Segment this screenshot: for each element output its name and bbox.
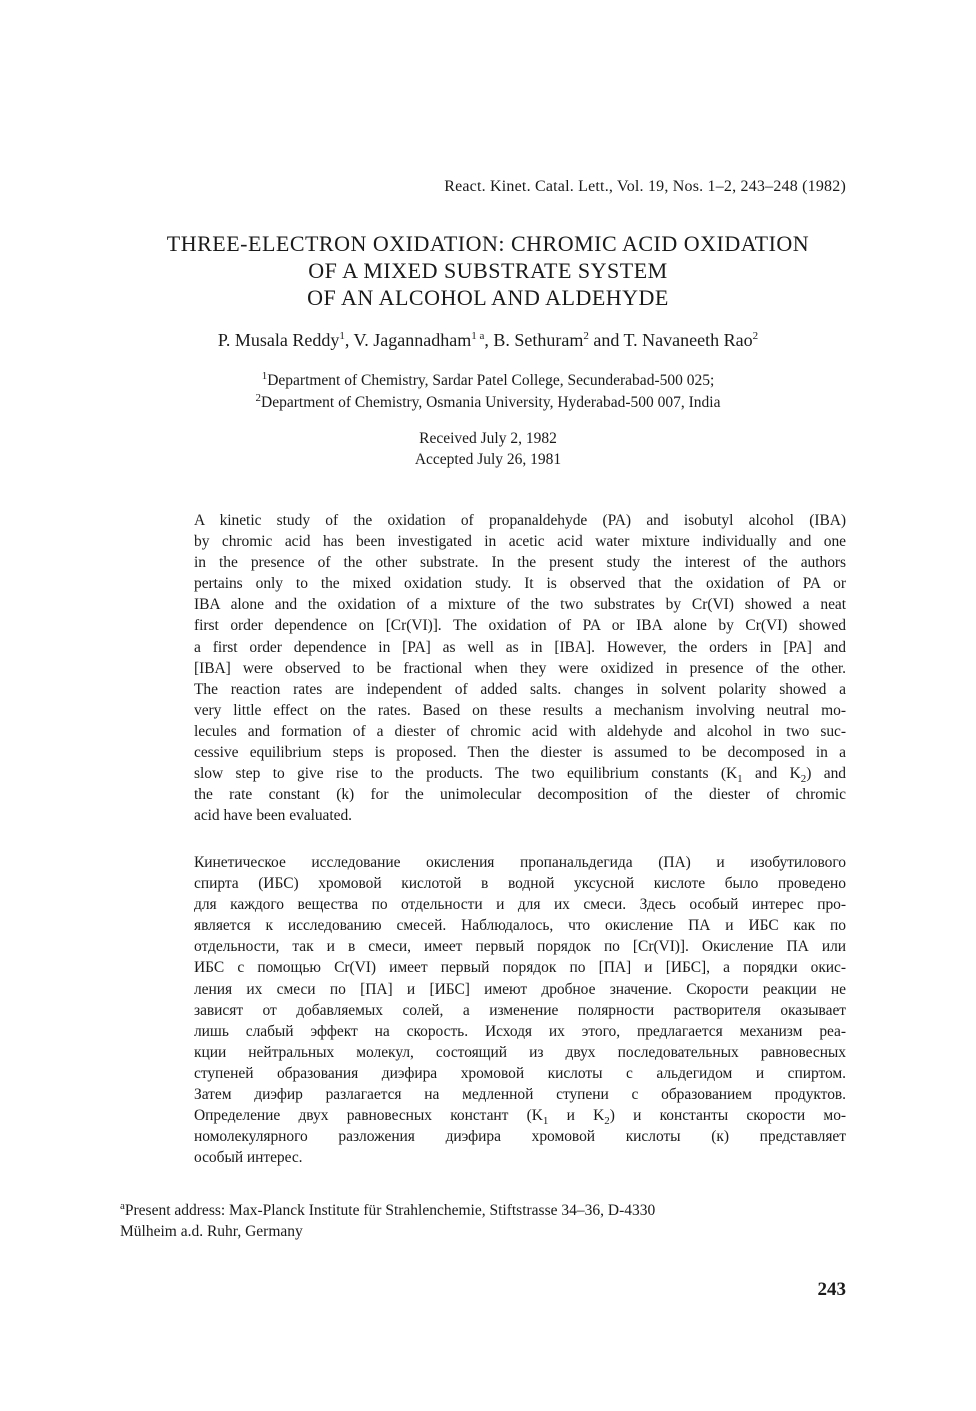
footnote-line [120, 1200, 655, 1221]
abstract-russian [194, 852, 846, 1168]
abstract-line: A kinetic study of the oxidation of propanaldehyde (PA) and isobutyl alcohol (IBA) [194, 512, 846, 529]
abstract-line: ступеней образования диэфира хромовой кислоты с альдегидом и спиртом. [194, 1064, 846, 1082]
abstract-line: pertains only to the mixed oxidation study. It is observed that the oxidation of PA or [194, 575, 846, 593]
abstract-line: зависят от добавляемых солей, а изменение полярности растворителя оказывает [194, 1001, 846, 1019]
author-name: and T. Navaneeth Rao [588, 330, 753, 350]
author-name: , V. Jagannadham [344, 330, 472, 350]
abstract-line: The reaction rates are independent of added salts. changes in solvent polarity showed a [194, 680, 846, 698]
affiliation-line [100, 370, 876, 392]
abstract-text: and K [742, 765, 801, 783]
manuscript-dates [100, 428, 876, 470]
author-affil-mark: 1 [339, 330, 345, 342]
subscript: 2 [800, 773, 807, 786]
received-date: Received July 2, 1982 [419, 430, 557, 447]
author-affil-mark: 2 [752, 330, 759, 342]
footnote [120, 1200, 655, 1242]
abstract-line: by chromic acid has been investigated in acetic acid water mixture individually and one [194, 533, 846, 551]
abstract-line: a first order dependence in [PA] as well as in [IBA]. However, the orders in [PA] and [194, 638, 846, 656]
affiliations [100, 370, 876, 414]
abstract-line: IBA alone and the oxidation of a mixture of the two substrates by Cr(VI) showed a neat [194, 596, 846, 614]
abstract-line: very little effect on the rates. Based on these results a mechanism involving neutral mo- [194, 701, 846, 719]
abstract-line: the rate constant (k) for the unimolecular decomposition of the diester of chromic [194, 786, 846, 804]
footnote-mark: a [120, 1199, 125, 1212]
abstract-line: acid have been evaluated. [194, 807, 352, 825]
affiliation-line [100, 392, 876, 414]
author-list [100, 330, 876, 351]
abstract-english [194, 510, 846, 826]
author-name: P. Musala Reddy [217, 330, 340, 350]
abstract-line: ИБС с помощью Cr(VI) имеет первый порядок по [ПА] и [ИБС], а порядки окис- [194, 959, 846, 977]
abstract-line: Кинетическое исследование окисления пропанальдегида (ПА) и изобутилового [194, 854, 846, 871]
title-line: OF A MIXED SUBSTRATE SYSTEM [308, 258, 668, 283]
author-affil-mark: 2 [583, 330, 589, 342]
abstract-line: отдельности, так и в смеси, имеет первый порядок по [Cr(VI)]. Окисление ПА или [194, 938, 846, 956]
abstract-line: Затем диэфир разлагается на медленной ступени с образованием продуктов. [194, 1086, 846, 1104]
footnote-line: Mülheim a.d. Ruhr, Germany [120, 1223, 303, 1240]
page-number: 243 [817, 1279, 846, 1300]
abstract-line: спирта (ИБС) хромовой кислотой в водной уксусной кислоте было проведено [194, 875, 846, 893]
abstract-line-with-subscripts [194, 1105, 846, 1126]
abstract-line-with-subscripts [194, 763, 846, 784]
title-line: THREE-ELECTRON OXIDATION: CHROMIC ACID OXIDATION [166, 231, 810, 256]
abstract-text: slow step to give rise to the products. The two equilibrium constants (K [194, 765, 738, 783]
abstract-line: first order dependence on [Cr(VI)]. The oxidation of PA or IBA alone by Cr(VI) showed [194, 617, 846, 635]
abstract-text: ) and [806, 765, 846, 783]
abstract-line: особый интерес. [194, 1149, 303, 1167]
footnote-text: Present address: Max-Planck Institute für Strahlenchemie, Stiftstrasse 34–36, D-4330 [124, 1202, 656, 1219]
title-line: OF AN ALCOHOL AND ALDEHYDE [307, 285, 669, 310]
subscript: 2 [604, 1115, 610, 1128]
abstract-line: кции нейтральных молекул, состоящий из двух последовательных равновесных [194, 1043, 846, 1061]
abstract-line: lecules and formation of a diester of chromic acid with aldehyde and alcohol in two suc- [194, 722, 846, 740]
abstract-line: ления их смеси по [ПА] и [ИБС] имеют дробное значение. Скорости реакции не [194, 980, 846, 998]
author-name: , B. Sethuram [484, 330, 584, 350]
abstract-line: [IBA] were observed to be fractional when they were oxidized in presence of the other. [194, 659, 846, 677]
affiliation-text: Department of Chemistry, Osmania University, Hyderabad-500 007, India [261, 394, 721, 411]
subscript: 1 [737, 773, 743, 786]
affiliation-mark: 2 [255, 391, 262, 404]
abstract-text: Определение двух равновесных констант (K [194, 1107, 543, 1125]
abstract-line: cessive equilibrium steps is proposed. Then the diester is assumed to be decomposed in a [194, 744, 846, 762]
subscript: 1 [542, 1115, 549, 1128]
journal-citation: React. Kinet. Catal. Lett., Vol. 19, Nos. 1–2, 243–248 (1982) [444, 178, 846, 195]
affiliation-mark: 1 [261, 369, 268, 382]
abstract-line: является к исследованию смесей. Наблюдалось, что окисление ПА и ИБС как по [194, 917, 846, 935]
affiliation-text: Department of Chemistry, Sardar Patel College, Secunderabad-500 025; [267, 372, 715, 389]
accepted-date: Accepted July 26, 1981 [414, 451, 562, 468]
abstract-text: ) и константы скорости мо- [609, 1107, 847, 1125]
abstract-line: для каждого вещества по отдельности и для их смеси. Здесь особый интерес про- [194, 896, 846, 914]
abstract-line: номолекулярного разложения диэфира хромовой кислоты (к) представляет [194, 1128, 846, 1146]
author-affil-mark: 1 a [471, 330, 485, 342]
paper-title [100, 230, 876, 311]
abstract-line: in the presence of the other substrate. In the present study the interest of the authors [194, 554, 846, 572]
abstract-line: лишь слабый эффект на скорость. Исходя их этого, предлагается механизм реа- [194, 1022, 846, 1040]
abstract-text: и K [548, 1107, 605, 1125]
